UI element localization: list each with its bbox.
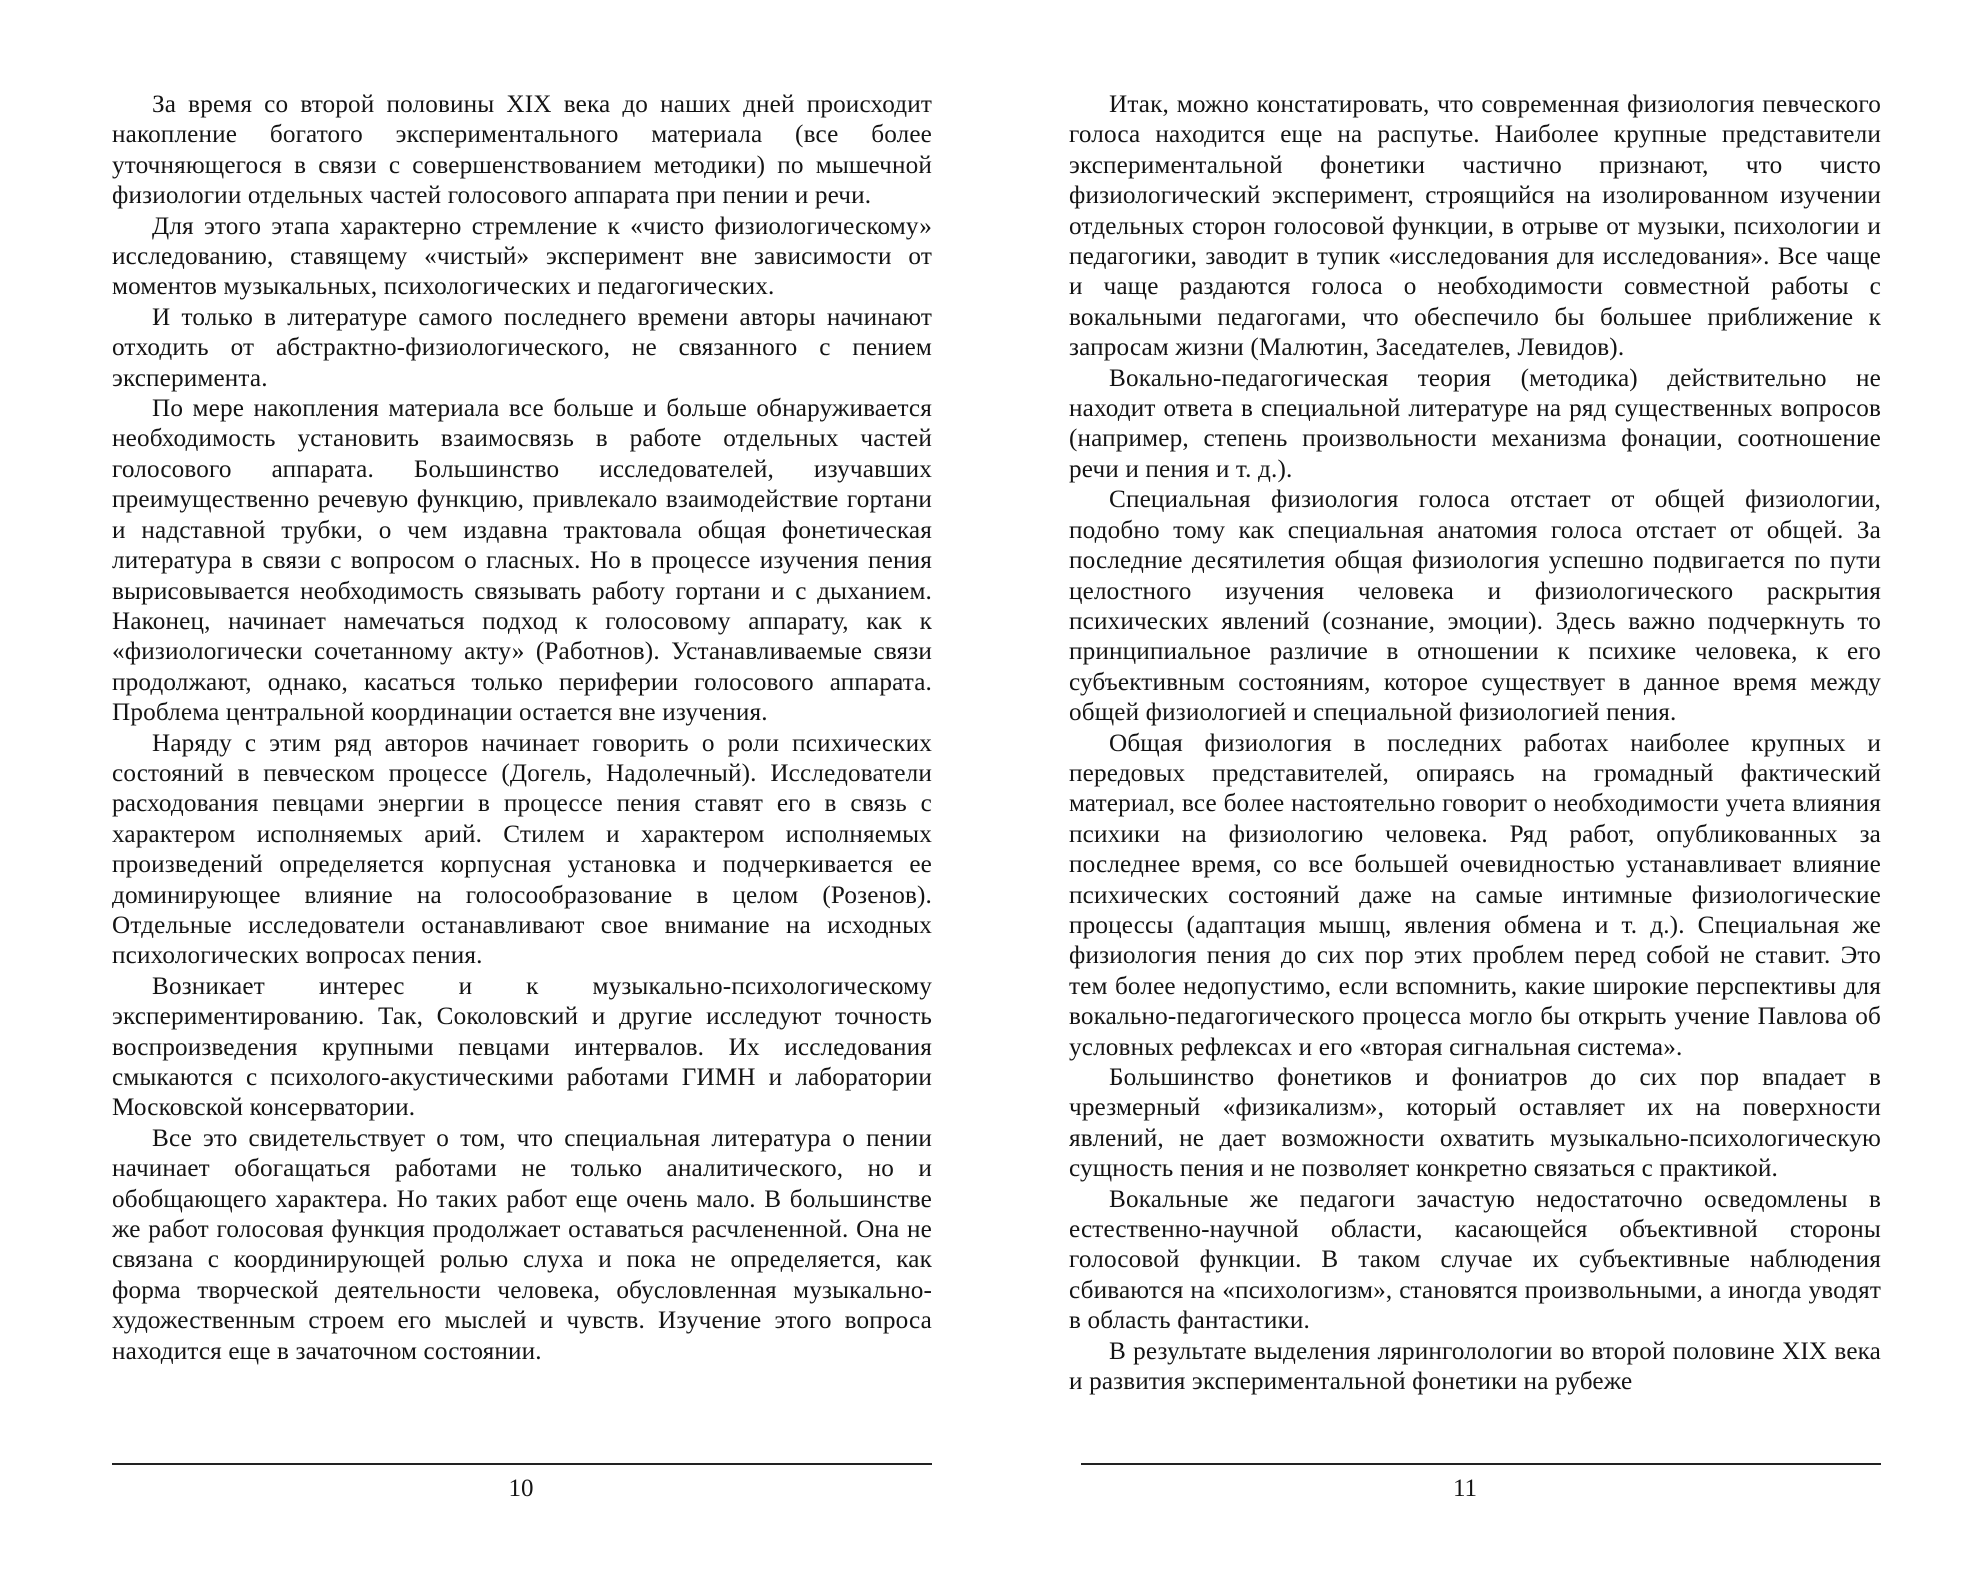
- footer-rule: [1081, 1463, 1881, 1465]
- paragraph: В результате выделения ляринголологии во второй половине XIX века и развития экспериментальной фонетики на рубеже: [1069, 1337, 1881, 1396]
- footer-rule: [112, 1463, 932, 1465]
- paragraph: Все это свидетельствует о том, что специальная литература о пении начинает обогащаться работами не только аналитического, но и обобщающего характера. Но таких работ еще очень мало. В большинстве же работ голосовая функция продолжает оставаться расчлененной. Она не связана с координирующей ролью слуха и пока не определяется, как форма творческой деятельности человека, обусловленная музыкально-художественным строем его мыслей и чувств. Изучение этого вопроса находится еще в зачаточном состоянии.: [112, 1124, 932, 1365]
- page-number: 11: [1452, 1475, 1478, 1502]
- right-page: [985, 0, 1971, 1578]
- left-page-text: [112, 90, 932, 1367]
- paragraph: Итак, можно констатировать, что современная физиология певческого голоса находится еще на распутье. Наиболее крупные представители экспериментальной фонетики частично признают, что чисто физиологический эксперимент, строящийся на изолированном изучении отдельных сторон голосовой функции, в отрыве от музыки, психологии и педагогики, заводит в тупик «исследования для исследования». Все чаще и чаще раздаются голоса о необходимости совместной работы с вокальными педагогами, что обеспечило бы большее приближение к запросам жизни (Малютин, Заседателев, Левидов).: [1069, 91, 1881, 362]
- paragraph: Общая физиология в последних работах наиболее крупных и передовых представителей, опираясь на громадный фактический материал, все более настоятельно говорит о необходимости учета влияния психики на физиологию человека. Ряд работ, опубликованных за последнее время, со все большей очевидностью устанавливает влияние психических состояний даже на самые интимные физиологические процессы (адаптация мышц, явления обмена и т. д.). Специальная же физиология пения до сих пор этих проблем перед собой не ставит. Это тем более недопустимо, если вспомнить, какие широкие перспективы для вокально-педагогического процесса могло бы открыть учение Павлова об условных рефлексах и его «вторая сигнальная система».: [1069, 729, 1881, 1061]
- right-page-text: [1069, 90, 1881, 1397]
- paragraph: Возникает интерес и к музыкально-психологическому экспериментированию. Так, Соколовский и другие исследуют точность воспроизведения крупными певцами интервалов. Их исследования смыкаются с психолого-акустическими работами ГИМН и лаборатории Московской консерватории.: [112, 972, 932, 1122]
- paragraph: За время со второй половины XIX века до наших дней происходит накопление богатого экспериментального материала (все более уточняющегося в связи с совершенствованием методики) по мышечной физиологии отдельных частей голосового аппарата при пении и речи.: [112, 91, 932, 210]
- left-page: [0, 0, 985, 1578]
- paragraph: И только в литературе самого последнего времени авторы начинают отходить от абстрактно-физиологического, не связанного с пением эксперимента.: [112, 303, 932, 392]
- page-number: 10: [508, 1475, 534, 1502]
- paragraph: Большинство фонетиков и фониатров до сих пор впадает в чрезмерный «физикализм», который оставляет их на поверхности явлений, не дает возможности охватить музыкально-психологическую сущность пения и не позволяет конкретно связаться с практикой.: [1069, 1064, 1881, 1183]
- paragraph: Наряду с этим ряд авторов начинает говорить о роли психических состояний в певческом процессе (Догель, Надолечный). Исследователи расходования певцами энергии в процессе пения ставят его в связь с характером исполняемых арий. Стилем и характером исполняемых произведений определяется корпусная установка и подчеркивается ее доминирующее влияние на голосообразование в целом (Розенов). Отдельные исследователи останавливают свое внимание на исходных психологических вопросах пения.: [112, 729, 932, 970]
- paragraph: Вокально-педагогическая теория (методика) действительно не находит ответа в специальной литературе на ряд существенных вопросов (например, степень произвольности механизма фонации, соотношение речи и пения и т. д.).: [1069, 364, 1881, 483]
- paragraph: Для этого этапа характерно стремление к «чисто физиологическому» исследованию, ставящему «чистый» эксперимент вне зависимости от моментов музыкальных, психологических и педагогических.: [112, 212, 932, 301]
- paragraph: Вокальные же педагоги зачастую недостаточно осведомлены в естественно-научной области, касающейся объективной стороны голосовой функции. В таком случае их субъективные наблюдения сбиваются на «психологизм», становятся произвольными, а иногда уводят в область фантастики.: [1069, 1185, 1881, 1335]
- paragraph: Специальная физиология голоса отстает от общей физиологии, подобно тому как специальная анатомия голоса отстает от общей. За последние десятилетия общая физиология успешно подвигается по пути целостного изучения человека и физиологического раскрытия психических явлений (сознание, эмоции). Здесь важно подчеркнуть то принципиальное различие в отношении к психике человека, к его субъективным состояниям, которое существует в данное время между общей физиологией и специальной физиологией пения.: [1069, 486, 1881, 727]
- paragraph: По мере накопления материала все больше и больше обнаруживается необходимость установить взаимосвязь в работе отдельных частей голосового аппарата. Большинство исследователей, изучавших преимущественно речевую функцию, привлекало взаимодействие гортани и надставной трубки, о чем издавна трактовала общая фонетическая литература в связи с вопросом о гласных. Но в процессе изучения пения вырисовывается необходимость связывать работу гортани и с дыханием. Наконец, начинает намечаться подход к голосовому аппарату, как к «физиологически сочетанному акту» (Работнов). Устанавливаемые связи продолжают, однако, касаться только периферии голосового аппарата. Проблема центральной координации остается вне изучения.: [112, 395, 932, 727]
